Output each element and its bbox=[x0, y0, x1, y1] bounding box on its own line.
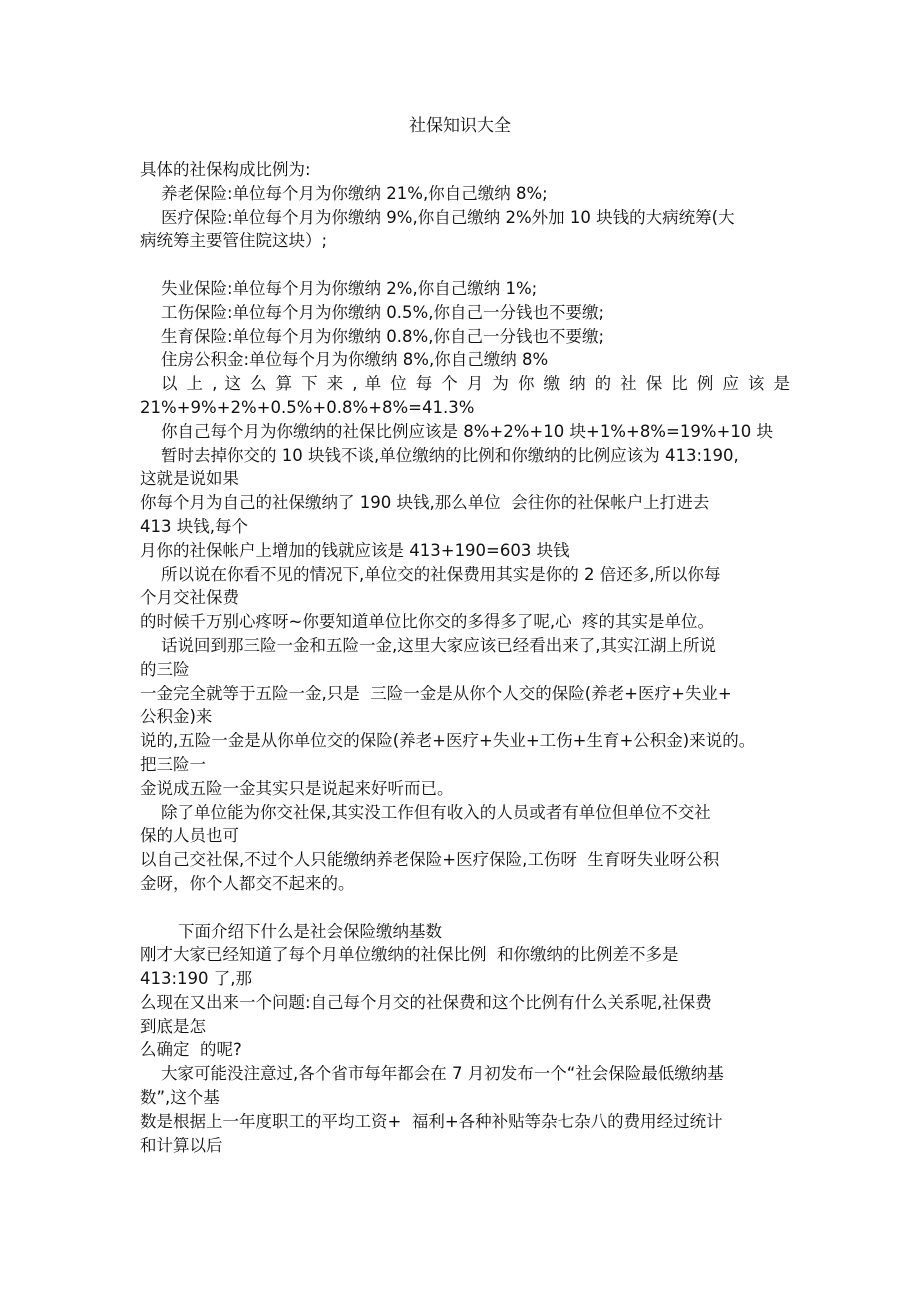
text-line: 数是根据上一年度职工的平均工资+ 福利+各种补贴等杂七杂八的费用经过统计 bbox=[140, 1111, 723, 1131]
text-line: 除了单位能为你交社保,其实没工作但有收入的人员或者有单位但单位不交社 bbox=[161, 802, 711, 822]
text-line: 养老保险:单位每个月为你缴纳 21%,你自己缴纳 8%; bbox=[161, 183, 548, 203]
text-line: 到底是怎 bbox=[140, 1016, 206, 1036]
text-line: 你每个月为自己的社保缴纳了 190 块钱,那么单位 会往你的社保帐户上打进去 bbox=[140, 493, 710, 513]
text-line: 生育保险:单位每个月为你缴纳 0.8%,你自己一分钱也不要缴; bbox=[161, 326, 605, 346]
text-line: 数”,这个基 bbox=[140, 1088, 220, 1108]
blank-line bbox=[140, 253, 790, 277]
text-line: 一金完全就等于五险一金,只是 三险一金是从你个人交的保险(养老+医疗+失业+ bbox=[140, 683, 732, 703]
text-line: 住房公积金:单位每个月为你缴纳 8%,你自己缴纳 8% bbox=[161, 350, 549, 370]
text-line: 和计算以后 bbox=[140, 1135, 223, 1155]
text-line: 刚才大家已经知道了每个月单位缴纳的社保比例 和你缴纳的比例差不多是 bbox=[140, 945, 679, 965]
text-line: 医疗保险:单位每个月为你缴纳 9%,你自己缴纳 2%外加 10 块钱的大病统筹(大 bbox=[161, 207, 735, 227]
text-line: 金说成五险一金其实只是说起来好听而已。 bbox=[140, 778, 454, 798]
text-line: 金呀，你个人都交不起来的。 bbox=[140, 873, 355, 893]
text-line: 个月交社保费 bbox=[140, 588, 239, 608]
text-line: 以 上 , 这 么 算 下 来 , 单 位 每 个 月 为 你 缴 纳 的 社 保 比 例 应 该 是 bbox=[161, 374, 790, 394]
text-line: 把三险一 bbox=[140, 754, 206, 774]
text-line: 大家可能没注意过,各个省市每年都会在 7 月初发布一个“社会保险最低缴纳基 bbox=[161, 1064, 724, 1084]
text-line: 公积金)来 bbox=[140, 707, 213, 727]
blank-line bbox=[140, 896, 790, 920]
document-body bbox=[140, 158, 790, 1157]
text-line: 的时候千万别心疼呀~你要知道单位比你交的多得多了呢,心 疼的其实是单位。 bbox=[140, 612, 715, 632]
text-line: 么确定 的呢? bbox=[140, 1040, 242, 1060]
text-line: 说的,五险一金是从你单位交的保险(养老+医疗+失业+工伤+生育+公积金)来说的。 bbox=[140, 731, 756, 751]
text-line: 的三险 bbox=[140, 659, 190, 679]
text-line: 话说回到那三险一金和五险一金,这里大家应该已经看出来了,其实江湖上所说 bbox=[161, 635, 716, 655]
text-line: 下面介绍下什么是社会保险缴纳基数 bbox=[178, 921, 442, 941]
text-line: 病统筹主要管住院这块）; bbox=[140, 231, 328, 251]
text-line: 保的人员也可 bbox=[140, 826, 239, 846]
text-line: 具体的社保构成比例为: bbox=[140, 160, 311, 179]
text-line: 你自己每个月为你缴纳的社保比例应该是 8%+2%+10 块+1%+8%=19%+10 块 bbox=[161, 421, 774, 441]
text-line: 暂时去掉你交的 10 块钱不谈,单位缴纳的比例和你缴纳的比例应该为 413:190, bbox=[161, 445, 739, 465]
text-line: 413:190 了,那 bbox=[140, 969, 253, 989]
document-title: 社保知识大全 bbox=[409, 116, 511, 136]
text-line: 这就是说如果 bbox=[140, 469, 239, 489]
text-line: 413 块钱,每个 bbox=[140, 516, 248, 536]
text-line: 工伤保险:单位每个月为你缴纳 0.5%,你自己一分钱也不要缴; bbox=[161, 302, 605, 322]
text-line: 所以说在你看不见的情况下,单位交的社保费用其实是你的 2 倍还多,所以你每 bbox=[161, 564, 721, 584]
text-line: 失业保险:单位每个月为你缴纳 2%,你自己缴纳 1%; bbox=[161, 278, 538, 298]
text-line: 21%+9%+2%+0.5%+0.8%+8%=41.3% bbox=[140, 397, 475, 417]
text-line: 月你的社保帐户上增加的钱就应该是 413+190=603 块钱 bbox=[140, 540, 570, 560]
text-line: 以自己交社保,不过个人只能缴纳养老保险+医疗保险,工伤呀 生育呀失业呀公积 bbox=[140, 850, 720, 870]
text-line: 么现在又出来一个问题:自己每个月交的社保费和这个比例有什么关系呢,社保费 bbox=[140, 992, 712, 1012]
